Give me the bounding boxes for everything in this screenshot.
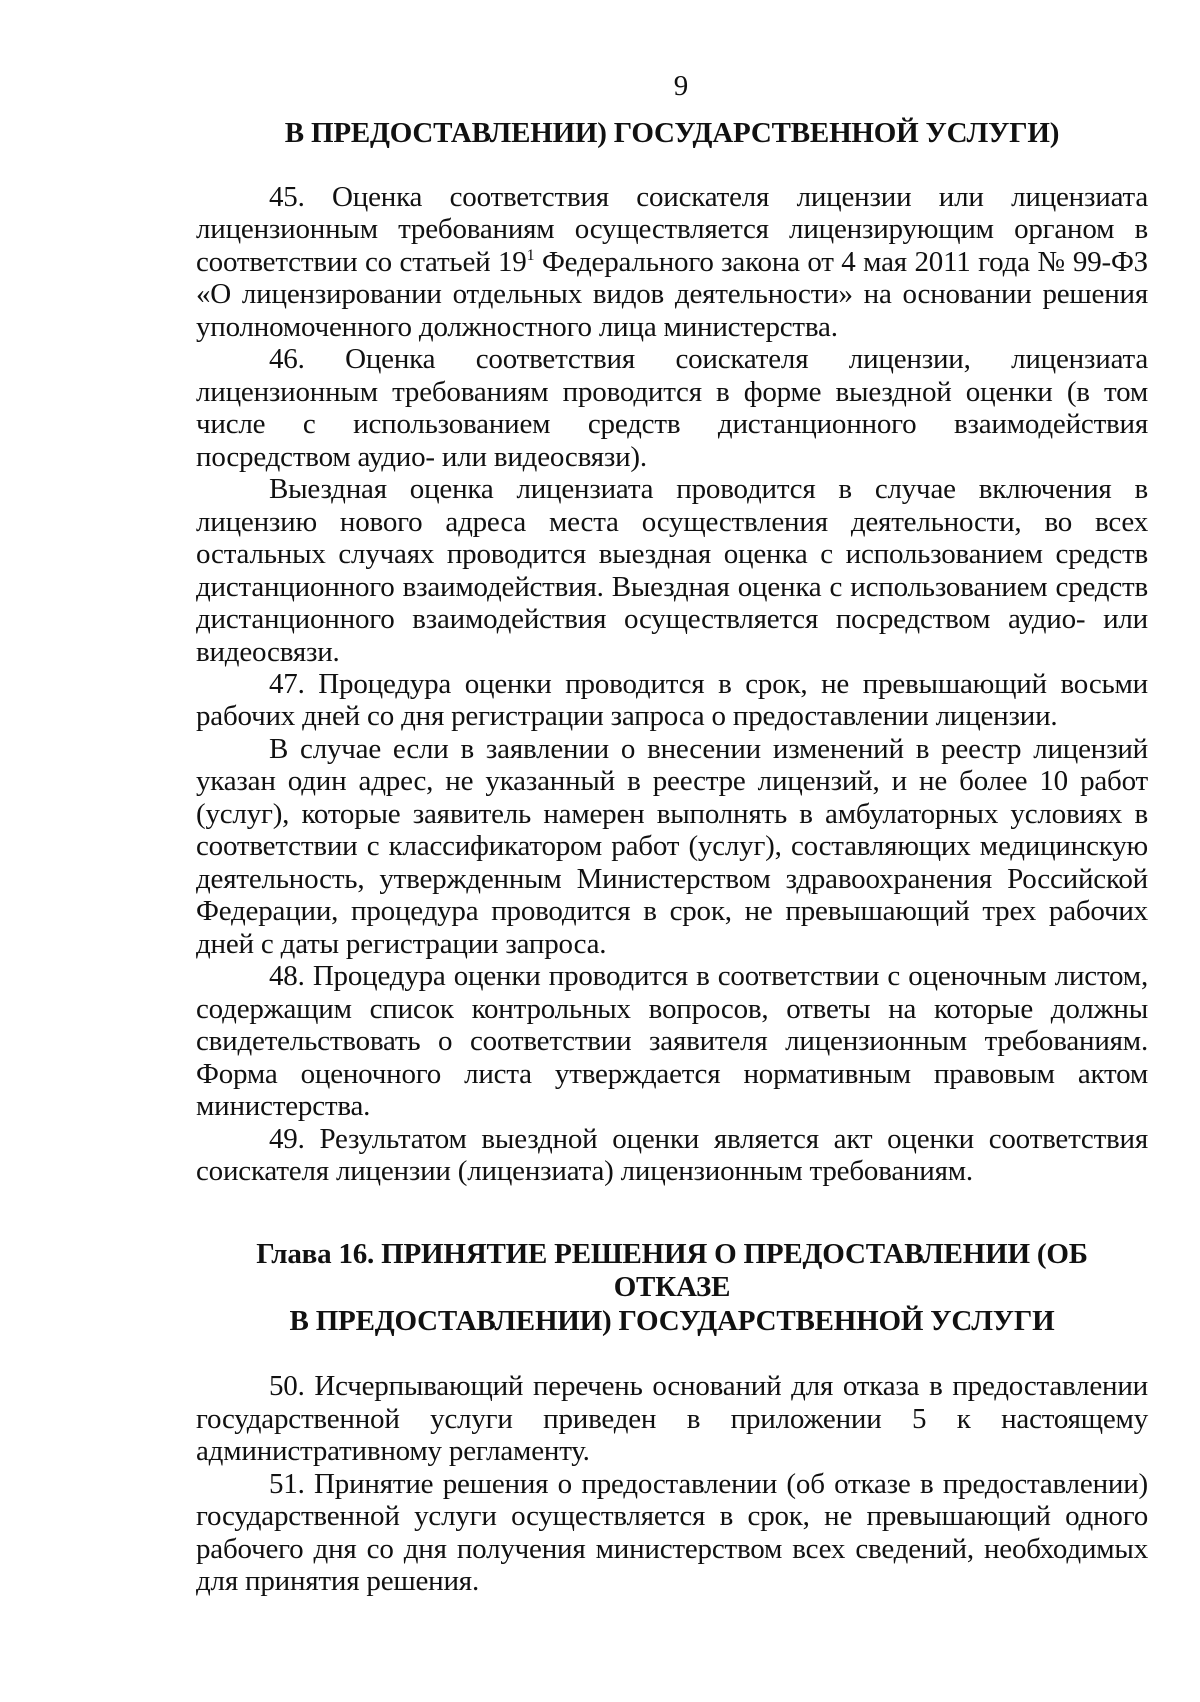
- paragraph-45-text-end: Федерального закона от 4 мая 2011 года № 99-ФЗ «О лицензировании отдельных видов деятельности» на основании решения уполномоченного должностного лица министерства.: [196, 245, 1148, 343]
- chapter-16-heading-line-1: Глава 16. ПРИНЯТИЕ РЕШЕНИЯ О ПРЕДОСТАВЛЕНИИ (ОБ ОТКАЗЕ: [256, 1237, 1088, 1304]
- paragraph-48: 48. Процедура оценки проводится в соответствии с оценочным листом, содержащим список контрольных вопросов, ответы на которые должны свидетельствовать о соответствии заявителя лицензионным требованиям. Форма оценочного листа утверждается нормативным правовым актом министерства.: [196, 960, 1148, 1123]
- paragraph-45-text-start: 45. Оценка соответствия соискателя лицензии или лицензиата лицензионным требованиям осуществляется лицензирующим органом в соответствии со статьей 19: [196, 180, 1148, 278]
- paragraph-49: 49. Результатом выездной оценки является акт оценки соответствия соискателя лицензии (лицензиата) лицензионным требованиям.: [196, 1122, 1148, 1188]
- continued-chapter-heading: В ПРЕДОСТАВЛЕНИИ) ГОСУДАРСТВЕННОЙ УСЛУГИ): [284, 117, 1060, 150]
- article-superscript: 1: [526, 246, 535, 264]
- paragraph-47: 47. Процедура оценки проводится в срок, не превышающий восьми рабочих дней со дня регистрации запроса о предоставлении лицензии.: [196, 668, 1148, 733]
- paragraph-47-continued: В случае если в заявлении о внесении изменений в реестр лицензий указан один адрес, не указанный в реестре лицензий, и не более 10 работ (услуг), которые заявитель намерен выполнять в амбулаторных условиях в соответствии с классификатором работ (услуг), составляющих медицинскую деятельность, утвержденным Министерством здравоохранения Российской Федерации, процедура проводится в срок, не превышающий трех рабочих дней с даты регистрации запроса.: [196, 732, 1148, 960]
- chapter-16-heading: [196, 1238, 1148, 1339]
- paragraph-46: 46. Оценка соответствия соискателя лицензии, лицензиата лицензионным требованиям проводится в форме выездной оценки (в том числе с использованием средств дистанционного взаимодействия посредством аудио- или видеосвязи).: [196, 343, 1148, 473]
- paragraph-51: 51. Принятие решения о предоставлении (об отказе в предоставлении) государственной услуги осуществляется в срок, не превышающий одного рабочего дня со дня получения министерством всех сведений, необходимых для принятия решения.: [196, 1467, 1148, 1598]
- chapter-16-heading-line-2: В ПРЕДОСТАВЛЕНИИ) ГОСУДАРСТВЕННОЙ УСЛУГИ: [289, 1304, 1055, 1337]
- paragraph-46-continued: Выездная оценка лицензиата проводится в случае включения в лицензию нового адреса места осуществления деятельности, во всех остальных случаях проводится выездная оценка с использованием средств дистанционного взаимодействия. Выездная оценка с использованием средств дистанционного взаимодействия осуществляется посредством аудио- или видеосвязи.: [196, 473, 1148, 668]
- paragraph-45: [196, 181, 1148, 343]
- page-number: 9: [673, 70, 689, 102]
- document-page: [196, 70, 1148, 1598]
- paragraph-50: 50. Исчерпывающий перечень оснований для отказа в предоставлении государственной услуги приведен в приложении 5 к настоящему административному регламенту.: [196, 1370, 1148, 1468]
